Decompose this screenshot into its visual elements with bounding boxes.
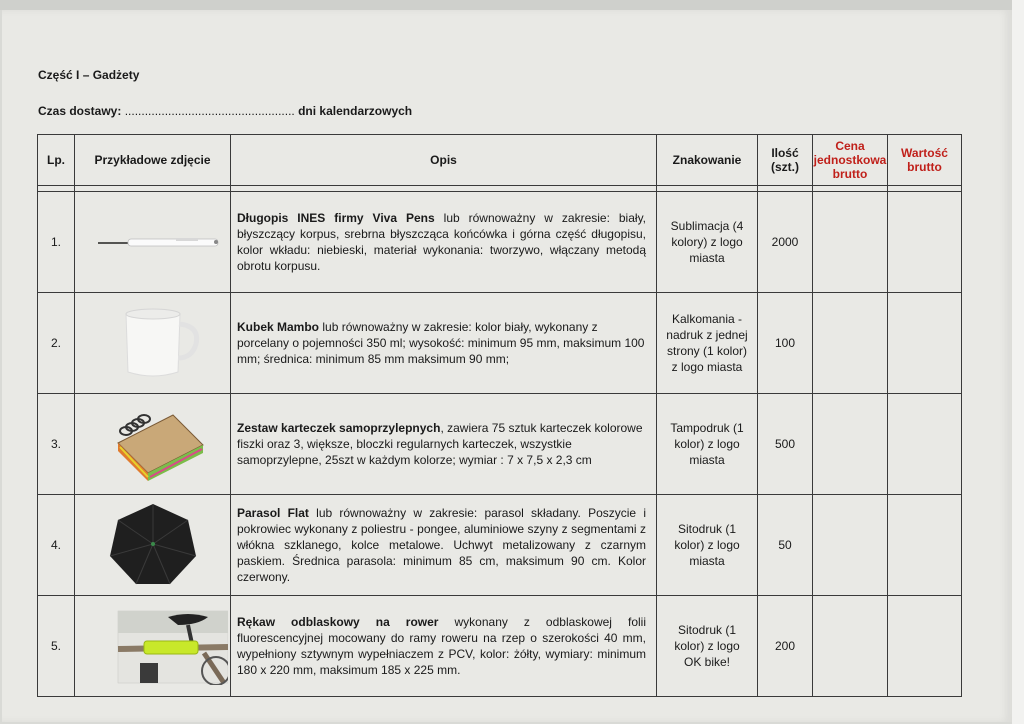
- row-desc: [231, 293, 657, 394]
- product-name: Długopis INES firmy Viva Pens: [237, 211, 435, 225]
- row-desc: [231, 495, 657, 596]
- row-value-input[interactable]: [888, 596, 962, 697]
- product-name: Parasol Flat: [237, 506, 309, 520]
- header-marking: Znakowanie: [657, 135, 758, 186]
- table-row: [38, 293, 962, 394]
- product-desc: lub równoważny w zakresie: kolor biały, wykonany z porcelany o pojemności 350 ml; wysokość: minimum 95 mm, maksimum 100 mm; średnica: minimum 85 mm maksimum 90 mm;: [237, 320, 645, 366]
- row-marking: Sitodruk (1 kolor) z logo OK bike!: [657, 596, 758, 697]
- row-unit-price-input[interactable]: [813, 192, 888, 293]
- header-row: [38, 135, 962, 186]
- row-unit-price-input[interactable]: [813, 596, 888, 697]
- header-unit-price: Cena jednostkowa brutto: [813, 135, 888, 186]
- scan-top-border: [0, 0, 1024, 10]
- row-desc: [231, 192, 657, 293]
- row-lp: 1.: [38, 192, 75, 293]
- row-qty: 2000: [758, 192, 813, 293]
- row-value-input[interactable]: [888, 394, 962, 495]
- row-qty: 500: [758, 394, 813, 495]
- row-value-input[interactable]: [888, 495, 962, 596]
- row-desc: [231, 596, 657, 697]
- table-row: [38, 596, 962, 697]
- row-photo: [75, 495, 231, 596]
- section-heading: Część I – Gadżety: [38, 68, 140, 82]
- product-desc: wykonany z odblaskowej folii fluorescencyjnej mocowany do ramy roweru na rzep o szerokości 40 mm, wypełniony sztywnym wypełniaczem z PCV, kolor: żółty, wymiary: minimum 180 x 220 mm, maksimum 185 x 225 mm.: [237, 615, 647, 677]
- offer-table: [37, 134, 962, 697]
- row-lp: 3.: [38, 394, 75, 495]
- table-row: [38, 394, 962, 495]
- row-lp: 4.: [38, 495, 75, 596]
- product-name: Zestaw karteczek samoprzylepnych: [237, 421, 441, 435]
- row-marking: Sitodruk (1 kolor) z logo miasta: [657, 495, 758, 596]
- row-unit-price-input[interactable]: [813, 495, 888, 596]
- product-name: Rękaw odblaskowy na rower: [237, 615, 439, 629]
- product-desc: , zawiera 75 sztuk karteczek kolorowe fiszki oraz 3, większe, bloczki regularnych karteczek, wszystkie samoprzylepne, 25szt w każdym kolorze; wymiar : 7 x 7,5 x 2,3 cm: [237, 421, 643, 467]
- row-qty: 100: [758, 293, 813, 394]
- row-desc: [231, 394, 657, 495]
- header-lp: Lp.: [38, 135, 75, 186]
- row-value-input[interactable]: [888, 192, 962, 293]
- header-value: Wartość brutto: [888, 135, 962, 186]
- product-name: Kubek Mambo: [237, 320, 320, 334]
- row-marking: Sublimacja (4 kolory) z logo miasta: [657, 192, 758, 293]
- pen-icon: [78, 221, 228, 261]
- table-row: [38, 495, 962, 596]
- row-qty: 200: [758, 596, 813, 697]
- row-photo: [75, 394, 231, 495]
- row-unit-price-input[interactable]: [813, 394, 888, 495]
- product-desc: lub równoważny w zakresie: parasol składany. Poszycie i pokrowiec wykonany z poliestru - pongee, aluminiowe szyny z segmentami z włókna szklanego, kolce metalowe. Uchwyt metalizowany z czarnym paskiem. Średnica parasola: minimum 85 cm, maksimum 90 cm. Kolor czerwony.: [237, 506, 646, 584]
- header-photo: Przykładowe zdjęcie: [75, 135, 231, 186]
- row-marking: Tampodruk (1 kolor) z logo miasta: [657, 394, 758, 495]
- row-marking: Kalkomania - nadruk z jednej strony (1 kolor) z logo miasta: [657, 293, 758, 394]
- table-row: [38, 192, 962, 293]
- scan-right-edge: [1012, 0, 1024, 724]
- row-photo: [75, 192, 231, 293]
- header-desc: Opis: [231, 135, 657, 186]
- row-unit-price-input[interactable]: [813, 293, 888, 394]
- row-value-input[interactable]: [888, 293, 962, 394]
- row-lp: 2.: [38, 293, 75, 394]
- delivery-suffix: dni kalendarzowych: [298, 104, 413, 118]
- delivery-time-line: [38, 104, 412, 118]
- umbrella-icon: [78, 500, 228, 588]
- header-qty: Ilość (szt.): [758, 135, 813, 186]
- mug-icon: [78, 302, 228, 382]
- sticky-notes-icon: [78, 401, 228, 485]
- delivery-blank-field[interactable]: ...................................................: [124, 104, 295, 118]
- delivery-label: Czas dostawy:: [38, 104, 122, 118]
- row-lp: 5.: [38, 596, 75, 697]
- bike-reflector-icon: [78, 605, 228, 685]
- row-qty: 50: [758, 495, 813, 596]
- row-photo: [75, 293, 231, 394]
- row-photo: [75, 596, 231, 697]
- product-desc: lub równoważny w zakresie: biały, błyszczący korpus, srebrna błyszcząca końcówka i górna część długopisu, kolor wkładu: niebieski, materiał wykonania: tworzywo, włączany metodą obrotu korpusu.: [237, 211, 647, 273]
